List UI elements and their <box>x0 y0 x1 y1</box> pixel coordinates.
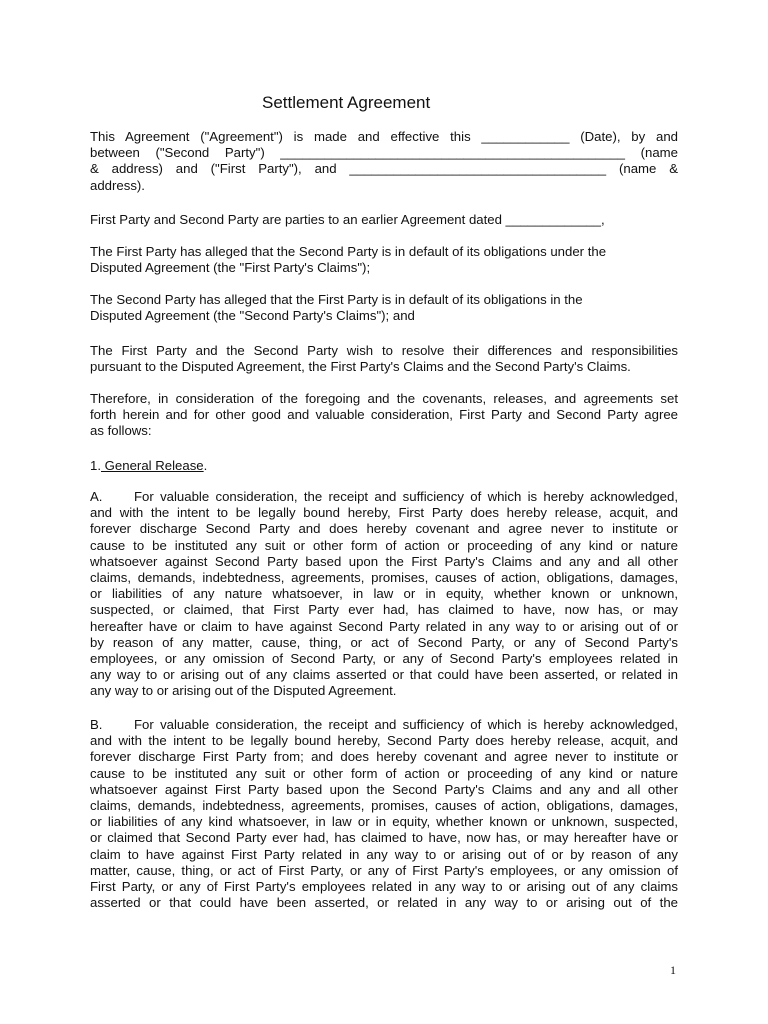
text-line: The Second Party has alleged that the First Party is in default of its obligations in the <box>90 292 583 307</box>
text-line: matter, cause, thing, or act of First Party, or any of First Party's employees, or any omission of <box>90 862 678 878</box>
text-line: First Party, or any of First Party's employees related in any way to or arising out of any claims <box>90 879 678 895</box>
text-line: between ("Second Party") _______________________________________________ (name <box>90 145 678 161</box>
clause-label: A. <box>90 489 103 504</box>
text-line: forever discharge Second Party and does hereby covenant and agree never to institute or <box>90 521 678 537</box>
clause-line-text: For valuable consideration, the receipt and sufficiency of which is hereby acknowledged, <box>134 717 678 732</box>
text-line <box>90 489 678 505</box>
text-line: or liabilities of any nature whatsoever, in law or in equity, whether known or unknown, <box>90 586 678 602</box>
text-line: claims, demands, indebtedness, agreements, promises, causes of action, obligations, damages, <box>90 798 678 814</box>
text-line: claims, demands, indebtedness, agreements, promises, causes of action, obligations, damages, <box>90 570 678 586</box>
recital-earlier-agreement <box>90 212 678 228</box>
text-line: any way to or arising out of the Disputed Agreement. <box>90 683 397 699</box>
text-line: asserted or that could have been asserted, or related in any way to or arising out of the <box>90 895 678 911</box>
text-line: whatsoever against Second Party based upon the First Party's Claims and any and all other <box>90 553 678 569</box>
text-line: The First Party has alleged that the Second Party is in default of its obligations under the <box>90 244 607 259</box>
section-heading-general-release <box>90 458 207 474</box>
text-line: hereafter have or claim to have against Second Party related in any way to or arising out of or <box>90 618 678 634</box>
text-line: Disputed Agreement (the "First Party's Claims"); <box>90 260 371 276</box>
text-line: cause to be instituted any suit or other form of action or proceeding of any kind or nature <box>90 765 678 781</box>
text-line: This Agreement ("Agreement") is made and effective this ____________ (Date), by and <box>90 129 678 144</box>
text-line: cause to be instituted any suit or other form of action or proceeding of any kind or nature <box>90 537 678 553</box>
text-line: employees, or any omission of Second Party, or any of Second Party's employees related in <box>90 651 678 667</box>
text-line: or liabilities of any kind whatsoever, in law or in equity, whether known or unknown, suspected, <box>90 814 678 830</box>
text-line: as follows: <box>90 423 152 439</box>
text-line: or claimed that Second Party ever had, has claimed to have, now has, or may hereafter have or <box>90 830 678 846</box>
recital-resolve-differences <box>90 343 678 375</box>
document-title: Settlement Agreement <box>262 93 431 112</box>
page-number: 1 <box>670 963 676 977</box>
text-line: First Party and Second Party are parties to an earlier Agreement dated _____________, <box>90 212 605 227</box>
section-number: 1. <box>90 458 101 473</box>
text-line: claim to have against First Party related in any way to or arising out of or by reason of any <box>90 846 678 862</box>
clause-line-text: For valuable consideration, the receipt and sufficiency of which is hereby acknowledged, <box>134 489 678 504</box>
recital-first-party-claims <box>90 244 678 276</box>
text-line: Disputed Agreement (the "Second Party's Claims"); and <box>90 308 415 324</box>
intro-paragraph <box>90 129 678 194</box>
recital-consideration <box>90 391 678 440</box>
text-line: & address) and ("First Party"), and ___________________________________ (name & <box>90 161 678 177</box>
text-line <box>90 717 678 733</box>
recital-second-party-claims <box>90 292 678 324</box>
section-title-suffix: . <box>203 458 208 473</box>
clause-a <box>90 489 678 700</box>
text-line: whatsoever against First Party based upon the Second Party's Claims and any and all other <box>90 781 678 797</box>
text-line: forever discharge First Party from; and does hereby covenant and agree never to institute or <box>90 749 678 765</box>
text-line: address). <box>90 177 145 193</box>
text-line: Therefore, in consideration of the foregoing and the covenants, releases, and agreements set <box>90 391 678 406</box>
text-line: pursuant to the Disputed Agreement, the First Party's Claims and the Second Party's Claims. <box>90 359 631 375</box>
section-title: General Release <box>101 458 204 473</box>
clause-label: B. <box>90 717 103 732</box>
text-line: any way to or arising out of any claims asserted or that could have been asserted, or related in <box>90 667 678 683</box>
text-line: forth herein and for other good and valuable consideration, First Party and Second Party agree <box>90 407 678 423</box>
text-line: and with the intent to be legally bound hereby, Second Party does hereby release, acquit, and <box>90 733 678 749</box>
text-line: and with the intent to be legally bound hereby, First Party does hereby release, acquit, and <box>90 505 678 521</box>
text-line: by reason of any matter, cause, thing, or act of Second Party, or any of Second Party's <box>90 634 678 650</box>
clause-b <box>90 717 678 911</box>
text-line: suspected, or claimed, that First Party ever had, has claimed to have, now has, or may <box>90 602 678 618</box>
text-line: The First Party and the Second Party wish to resolve their differences and responsibilities <box>90 343 678 358</box>
